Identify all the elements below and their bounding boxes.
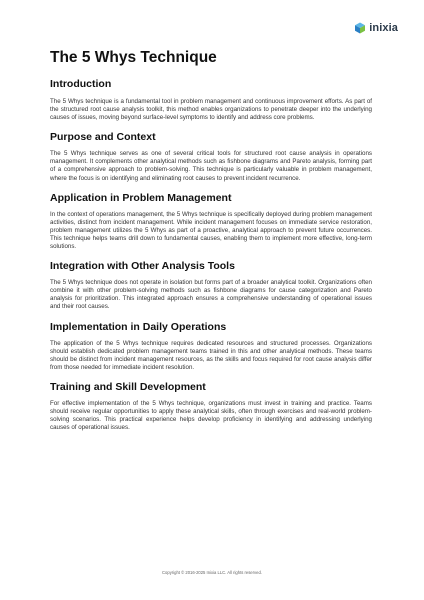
section-heading: Application in Problem Management (50, 191, 232, 204)
inixia-cube-icon (354, 22, 366, 34)
document-title: The 5 Whys Technique (50, 49, 217, 66)
section-heading: Training and Skill Development (50, 380, 206, 393)
brand-logo (354, 22, 398, 34)
section-paragraph: The 5 Whys technique does not operate in isolation but forms part of a broader analytical toolkit. Organizations often combine it with other problem-solving methods such as fishbone diagrams for cause categorization and Pareto analysis for prioritization. This integrated approach ensures a comprehensive understanding of operational issues and their root causes. (50, 279, 372, 311)
section-heading: Introduction (50, 78, 112, 90)
section-heading: Implementation in Daily Operations (50, 320, 227, 333)
section-paragraph: The application of the 5 Whys technique requires dedicated resources and structured processes. Organizations should establish dedicated problem management teams trained in this and other analytical methods. These teams should be distinct from incident management resources, as the skills and focus required for root cause analysis differ from those needed for immediate incident resolution. (50, 339, 372, 371)
section-paragraph: The 5 Whys technique serves as one of several critical tools for structured root cause analysis in operations management. It complements other analytical methods such as fishbone diagrams and Pareto analysis, forming part of a comprehensive approach to problem-solving. This technique is particularly valuable in problem management, where the focus is on identifying and eliminating root causes to prevent incident recurrence. (50, 150, 372, 182)
section-heading: Integration with Other Analysis Tools (50, 260, 235, 273)
section-paragraph: In the context of operations management, the 5 Whys technique is specifically deployed during problem management activities, distinct from incident management. While incident management focuses on immediate service restoration, problem management utilizes the 5 Whys as part of a proactive, analytical approach to prevent future occurrences. This technique helps teams drill down to fundamental causes, enabling them to implement more effective, long-term solutions. (50, 210, 372, 251)
brand-name: inixia (369, 22, 398, 34)
copyright-footer: Copyright © 2016-2025 Inixia LLC. All rights reserved. (162, 570, 262, 575)
section-heading: Purpose and Context (50, 131, 156, 144)
section-introduction (50, 78, 372, 122)
section-purpose-and-context (50, 131, 372, 182)
section-implementation-in-daily-operations (50, 321, 372, 372)
section-paragraph: The 5 Whys technique is a fundamental tool in problem management and continuous improvement efforts. As part of the structured root cause analysis toolkit, this method enables organizations to penetrate deeper into the underlying causes of issues, moving beyond surface-level symptoms to identify and address core problems. (50, 98, 372, 122)
section-training-and-skill-development (50, 381, 372, 432)
section-integration-with-other-analysis-tools (50, 260, 372, 311)
document-body (50, 78, 372, 441)
section-application-in-problem-management (50, 192, 372, 251)
section-paragraph: For effective implementation of the 5 Whys technique, organizations must invest in training and practice. Teams should receive regular opportunities to apply these analytical skills, often through exercises and real-world problem-solving scenarios. This practical experience helps develop proficiency in identifying and addressing underlying causes of operational issues. (50, 399, 372, 432)
